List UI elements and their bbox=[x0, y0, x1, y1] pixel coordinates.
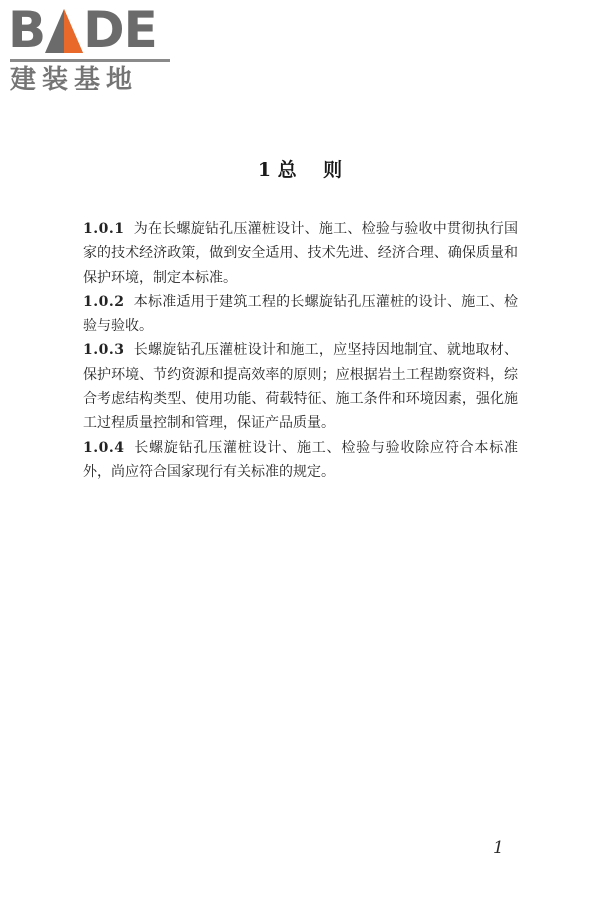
clause-number: 1.0.1 bbox=[83, 221, 125, 237]
clause-number: 1.0.2 bbox=[83, 293, 125, 310]
clause-text: 本标准适用于建筑工程的长螺旋钻孔压灌桩的设计、施工、检验与验收。 bbox=[83, 293, 518, 335]
page-number: 1 bbox=[493, 838, 504, 858]
clause-text: 为在长螺旋钻孔压灌桩设计、施工、检验与验收中贯彻执行国家的技术经济政策，做到安全适用、技术先进、经济合理、确保质量和保护环境，制定本标准。 bbox=[83, 221, 518, 286]
clause-1-0-2 bbox=[83, 290, 518, 339]
clause-number: 1.0.3 bbox=[83, 342, 125, 359]
clause-text: 长螺旋钻孔压灌桩设计、施工、检验与验收除应符合本标准外，尚应符合国家现行有关标准的规定。 bbox=[83, 439, 518, 480]
logo-letters-suffix: DE bbox=[83, 1, 157, 59]
clause-number: 1.0.4 bbox=[83, 439, 125, 456]
logo-chinese-name: 建装基地 bbox=[10, 65, 139, 95]
logo-letters-prefix: B bbox=[8, 1, 46, 59]
chapter-title: 1 总 则 bbox=[257, 159, 343, 181]
clause-1-0-4 bbox=[83, 436, 518, 485]
logo-wordmark bbox=[8, 1, 157, 59]
clause-1-0-1 bbox=[83, 217, 518, 290]
clause-1-0-3 bbox=[83, 338, 518, 435]
bade-logo bbox=[8, 1, 176, 98]
logo-triangle-icon bbox=[45, 4, 83, 56]
clause-text: 长螺旋钻孔压灌桩设计和施工，应坚持因地制宜、就地取材、保护环境、节约资源和提高效率的原则；应根据岩土工程勘察资料，综合考虑结构类型、使用功能、荷载特征、施工条件和环境因素，强化施工过程质量控制和管理，保证产品质量。 bbox=[83, 342, 518, 432]
clause-list bbox=[83, 217, 518, 484]
logo-divider bbox=[10, 59, 170, 62]
